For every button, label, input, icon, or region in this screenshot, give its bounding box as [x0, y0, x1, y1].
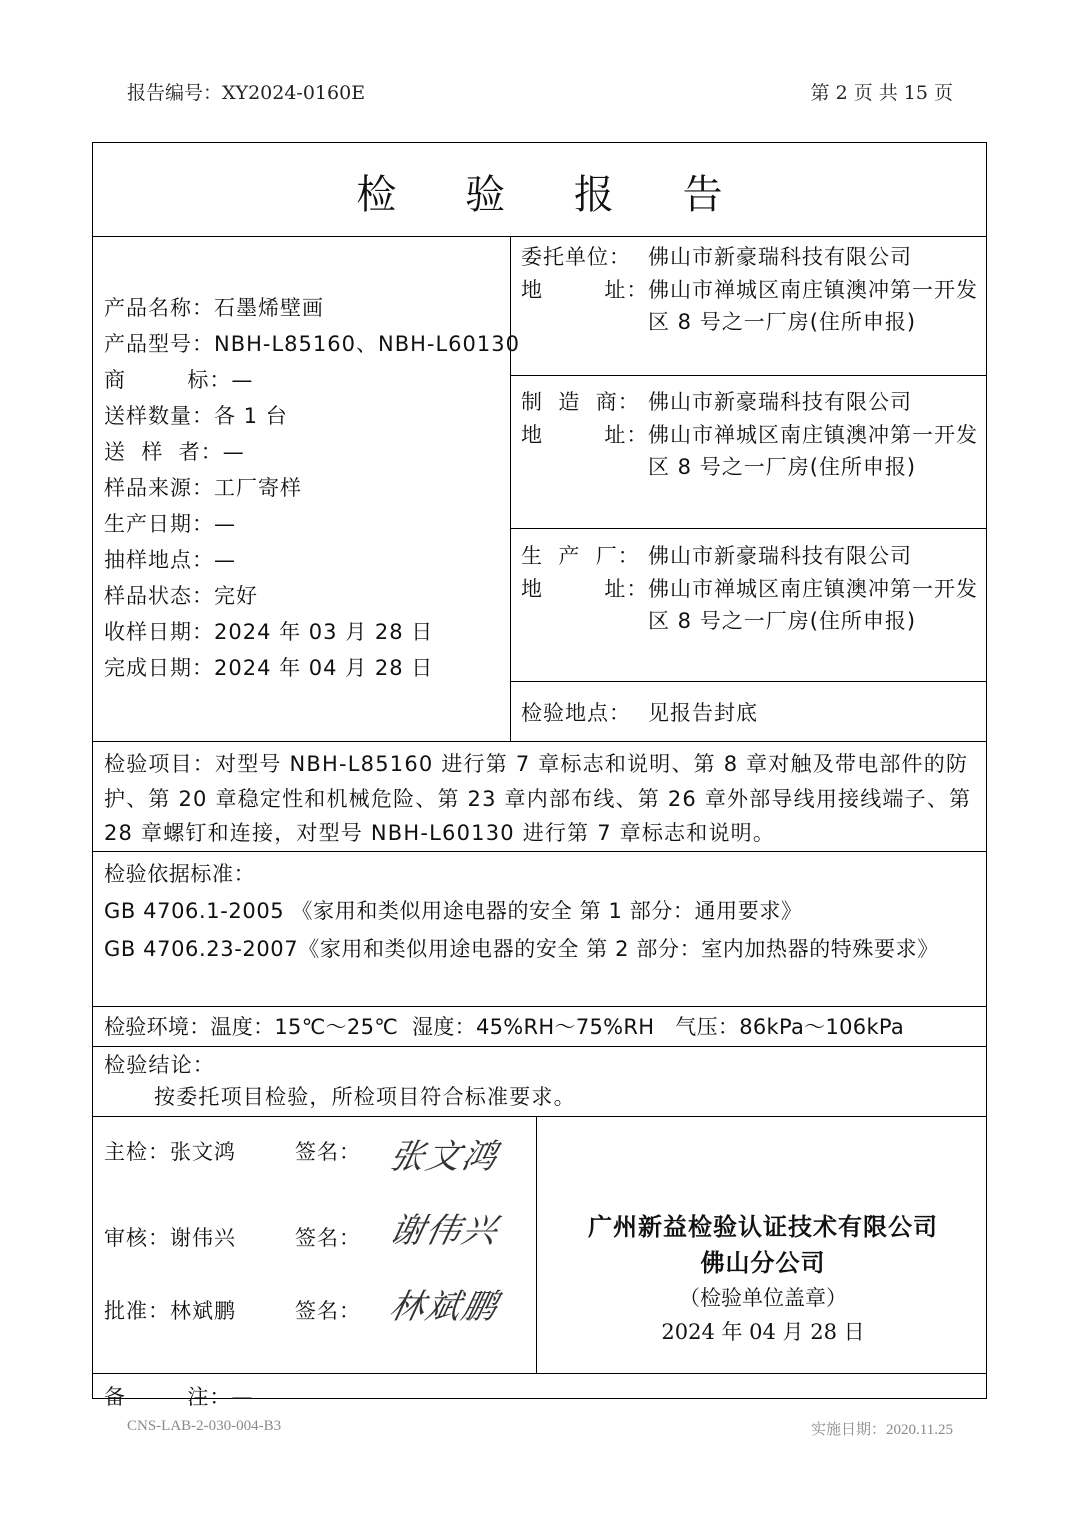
- approver-signature: 林斌鹏: [386, 1287, 503, 1327]
- client-block: [521, 241, 981, 339]
- standards-section: [104, 856, 978, 965]
- client-name: 佛山市新豪瑞科技有限公司: [648, 245, 912, 269]
- product-model: NBH-L85160、NBH-L60130: [214, 332, 520, 356]
- finish-date-row: [104, 650, 520, 686]
- product-name-label: 产品名称：: [104, 296, 214, 320]
- sampling-place-value: —: [214, 548, 236, 572]
- product-info: [104, 290, 520, 686]
- product-model-row: [104, 326, 520, 362]
- client-address: 佛山市禅城区南庄镇澳冲第一开发区 8 号之一厂房(住所申报): [648, 277, 978, 334]
- remarks-label: 备 注：: [104, 1385, 232, 1409]
- finish-date-value: 2024 年 04 月 28 日: [214, 656, 434, 680]
- mfg-date-label: 生产日期：: [104, 512, 214, 536]
- sender-label: 送 样 者：: [104, 440, 223, 464]
- manufacturer-block: [521, 386, 981, 484]
- standards-label: 检验依据标准：: [104, 862, 256, 886]
- receive-date-value: 2024 年 03 月 28 日: [214, 620, 434, 644]
- product-name-row: [104, 290, 520, 326]
- inspector-role: 主检：张文鸿: [104, 1140, 236, 1164]
- reviewer-sign-label: 签名：: [295, 1226, 361, 1250]
- reviewer-role: 审核：谢伟兴: [104, 1226, 236, 1250]
- factory-label: 生 产 厂：: [521, 544, 640, 568]
- seal-note: （检验单位盖章）: [679, 1286, 847, 1310]
- sender-value: —: [222, 440, 245, 464]
- conclusion-label: 检验结论：: [104, 1053, 215, 1077]
- sample-state-value: 完好: [214, 584, 258, 608]
- standard-item: GB 4706.23-2007《家用和类似用途电器的安全 第 2 部分：室内加热器的特殊要求》: [104, 937, 939, 961]
- quantity-label: 送样数量：: [104, 404, 214, 428]
- page-indicator: 第 2 页 共 15 页: [810, 82, 953, 104]
- client-address-label: 地 址：: [521, 277, 649, 302]
- standard-item: GB 4706.1-2005 《家用和类似用途电器的安全 第 1 部分：通用要求》: [104, 899, 803, 923]
- brand-label: 商 标：: [104, 368, 232, 392]
- test-environment: 检验环境：温度：15℃～25℃ 湿度：45%RH～75%RH 气压：86kPa～106kPa: [104, 1015, 905, 1039]
- sampling-place-row: [104, 542, 520, 578]
- issue-date: 2024 年 04 月 28 日: [661, 1320, 865, 1344]
- receive-date-label: 收样日期：: [104, 620, 214, 644]
- source-row: [104, 470, 520, 506]
- source-value: 工厂寄样: [214, 476, 302, 500]
- manufacturer-address: 佛山市禅城区南庄镇澳冲第一开发区 8 号之一厂房(住所申报): [648, 422, 978, 479]
- manufacturer-address-label: 地 址：: [521, 422, 649, 447]
- effective-date: 实施日期：2020.11.25: [811, 1422, 953, 1438]
- product-name: 石墨烯壁画: [214, 296, 324, 320]
- report-table: [92, 142, 987, 1409]
- sample-state-row: [104, 578, 520, 614]
- factory-block: [521, 540, 981, 638]
- finish-date-label: 完成日期：: [104, 656, 214, 680]
- form-code: CNS-LAB-2-030-004-B3: [127, 1418, 282, 1434]
- inspector-sign-label: 签名：: [295, 1140, 361, 1164]
- sender-row: [104, 434, 520, 470]
- source-label: 样品来源：: [104, 476, 214, 500]
- mfg-date-value: —: [214, 512, 236, 536]
- factory-name: 佛山市新豪瑞科技有限公司: [648, 544, 912, 568]
- test-place-block: [521, 697, 981, 730]
- remarks-row: [104, 1379, 253, 1415]
- brand-row: [104, 362, 520, 398]
- manufacturer-label: 制 造 商：: [521, 390, 640, 414]
- inspector-signature: 张文鸿: [386, 1137, 503, 1177]
- organization-branch: 佛山分公司: [700, 1248, 826, 1277]
- quantity-value: 各 1 台: [214, 404, 288, 428]
- product-model-label: 产品型号：: [104, 332, 214, 356]
- approver-role: 批准：林斌鹏: [104, 1299, 236, 1323]
- approver-sign-label: 签名：: [295, 1299, 361, 1323]
- brand-value: —: [231, 368, 254, 392]
- reviewer-signature: 谢伟兴: [386, 1211, 503, 1251]
- organization-name: 广州新益检验认证技术有限公司: [588, 1212, 938, 1241]
- test-place-value: 见报告封底: [648, 701, 758, 725]
- conclusion-text: 按委托项目检验，所检项目符合标准要求。: [154, 1085, 576, 1109]
- mfg-date-row: [104, 506, 520, 542]
- manufacturer-name: 佛山市新豪瑞科技有限公司: [648, 390, 912, 414]
- test-place-label: 检验地点：: [521, 701, 631, 725]
- test-items: 检验项目：对型号 NBH-L85160 进行第 7 章标志和说明、第 8 章对触及带电部件的防护、第 20 章稳定性和机械危险、第 23 章内部布线、第 26 章外部导线用接线端子、第 28 章螺钉和连接，对型号 NBH-L60130 进行第 7 章标志和说明。: [104, 752, 972, 845]
- receive-date-row: [104, 614, 520, 650]
- report-number: 报告编号：XY2024-0160E: [127, 82, 366, 104]
- issuing-organization: [538, 1209, 988, 1349]
- sampling-place-label: 抽样地点：: [104, 548, 214, 572]
- remarks-value: —: [231, 1385, 254, 1409]
- client-label: 委托单位：: [521, 245, 631, 269]
- factory-address: 佛山市禅城区南庄镇澳冲第一开发区 8 号之一厂房(住所申报): [648, 576, 978, 633]
- report-title: 检 验 报 告: [356, 172, 751, 218]
- sample-state-label: 样品状态：: [104, 584, 214, 608]
- factory-address-label: 地 址：: [521, 576, 649, 601]
- quantity-row: [104, 398, 520, 434]
- conclusion-section: [104, 1049, 978, 1113]
